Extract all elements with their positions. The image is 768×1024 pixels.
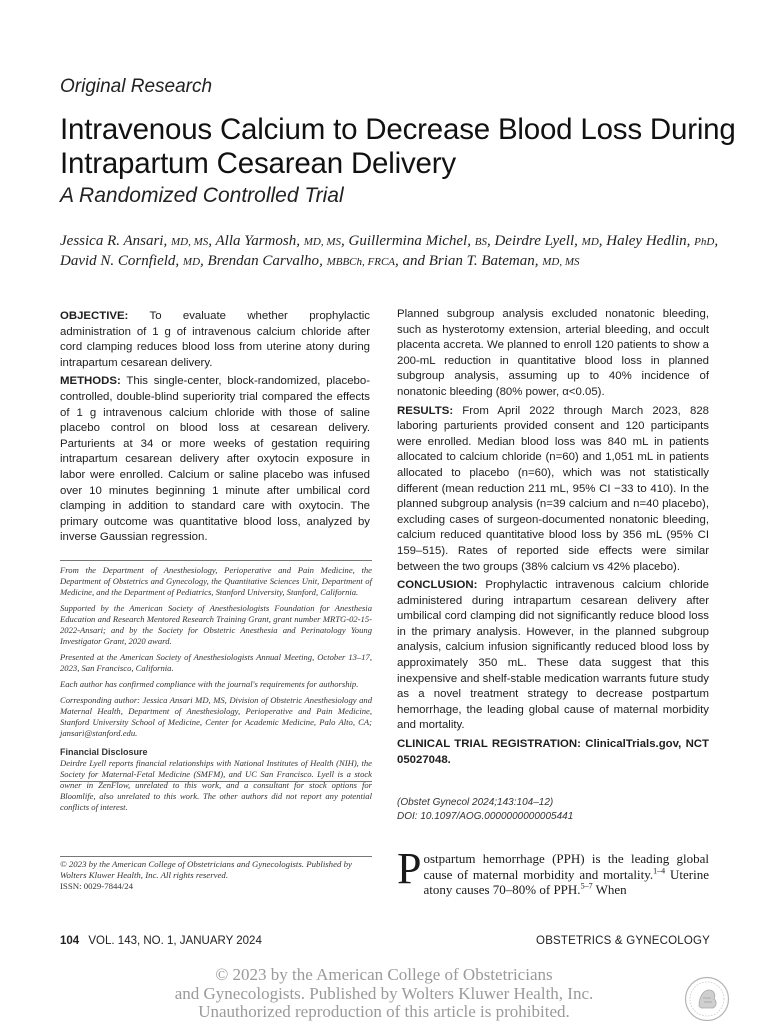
disclosure-divider-top xyxy=(60,781,372,782)
financial-disclosure-text: Deirdre Lyell reports financial relationships with National Institutes of Health (NIH), the Society for Maternal-Fetal Medicine (SMFM), and UC San Francisco. Lyell is a stock owner in ZenFlow, unrelated to this work, and a consultant for stock options for Bloomlife, also unrelated to this work. The other authors did not report any potential conflicts of interest. xyxy=(60,758,372,812)
author-degrees: BS xyxy=(474,236,487,248)
body-paragraph xyxy=(397,844,709,898)
article-type-label: Original Research xyxy=(60,76,213,97)
issue-info: VOL. 143, NO. 1, JANUARY 2024 xyxy=(88,935,262,947)
methods-continued: Planned subgroup analysis excluded nonatonic bleeding, such as hysterotomy extension, arterial bleeding, and occult placenta accreta. We planned to enroll 120 patients to show a 200-mL reduction in quantitative blood loss in planned subgroup analysis, assuming up to 40% incidence of nonatonic bleeding (80% power, α<0.05). xyxy=(397,308,709,398)
abstract-registration xyxy=(397,737,709,768)
journal-name: OBSTETRICS & GYNECOLOGY xyxy=(536,935,710,947)
body-text-2: Uterine atony causes 70–80% of PPH. xyxy=(423,866,709,897)
footnote-presented: Presented at the American Society of Anesthesiologists Annual Meeting, October 13–17, 2023, San Francisco, California. xyxy=(60,652,372,673)
body-text-1: ostpartum hemorrhage (PPH) is the leading global cause of maternal morbidity and mortality. xyxy=(423,851,709,882)
objective-text: To evaluate whether prophylactic administration of 1 g of intravenous calcium chloride after cord clamping reduces blood loss from uterine atony during intrapartum cesarean delivery. xyxy=(60,310,370,369)
notice-line-2: and Gynecologists. Published by Wolters Kluwer Health, Inc. xyxy=(174,983,594,1003)
citation-block xyxy=(397,796,573,824)
author-name: Deirdre Lyell xyxy=(494,233,575,249)
abstract-objective xyxy=(60,309,370,371)
reference-superscript-2[interactable]: 5–7 xyxy=(580,881,593,891)
methods-label: METHODS: xyxy=(60,375,121,388)
results-text: From April 2022 through March 2023, 828 laboring parturients provided consent and 120 participants were enrolled. Median blood loss was 840 mL in patients allocated to calcium chloride (n=60) and 1,051 mL in patients allocated to placebo (n=60), which was not statistically different (mean reduction 211 mL, 95% CI −33 to 410). In the planned subgroup analysis (n=39 calcium and n=40 placebo), excluding cases of surgeon-documented nonatonic bleeding, calcium reduced quantitative blood loss by 356 mL (95% CI 159–515). Rates of reported side effects were similar between the two groups (38% calcium vs 42% placebo). xyxy=(397,404,709,573)
notice-line-1: © 2023 by the American College of Obstetricians xyxy=(215,965,553,984)
notice-line-3: Unauthorized reproduction of this article is prohibited. xyxy=(198,1002,570,1021)
drop-cap: P xyxy=(397,844,422,893)
abstract-results xyxy=(397,404,709,576)
page-number: 104 xyxy=(60,935,80,947)
footnote-compliance: Each author has confirmed compliance with the journal's requirements for authorship. xyxy=(60,679,359,689)
author-list: Jessica R. Ansari, MD, MS, Alla Yarmosh, MD, MS, Guillermina Michel, BS, Deirdre Lyell, MD, Haley Hedlin, PhD, David N. Cornfield, MD, Brendan Carvalho, MBBCh, FRCA, and Brian T. Bateman, MD, MS xyxy=(60,233,719,269)
journal-citation: (Obstet Gynecol 2024;143:104–12) xyxy=(397,797,554,808)
author-name: Brian T. Bateman xyxy=(428,252,535,269)
author-name: David N. Cornfield xyxy=(60,252,176,269)
acog-seal-icon xyxy=(684,976,730,1022)
author-name: Brendan Carvalho xyxy=(207,252,320,269)
author-name: Guillermina Michel xyxy=(348,233,468,249)
page-footer-left xyxy=(60,935,262,947)
author-degrees: MD, MS xyxy=(542,255,580,268)
author-name: Haley Hedlin xyxy=(606,233,687,249)
copyright-notice xyxy=(0,966,768,1022)
methods-text: This single-center, block-randomized, placebo-controlled, double-blind superiority trial compared the effects of 1 g intravenous calcium chloride with those of saline placebo control on blood loss at cesarean delivery. Parturients at 34 or more weeks of gestation requiring intrapartum cesarean delivery after oxytocin exposure in labor were enrolled. Calcium or saline placebo was infused over 10 minutes beginning 1 minute after umbilical cord clamping in addition to standard care with oxytocin. The primary outcome was quantitative blood loss, analyzed by inverse Gaussian regression. xyxy=(60,375,370,544)
disclosure-divider-bottom xyxy=(60,856,372,857)
abstract-column-right xyxy=(397,307,709,771)
reference-superscript-1[interactable]: 1–4 xyxy=(653,866,666,876)
author-degrees: MD, MS xyxy=(303,236,341,248)
author-name: Jessica R. Ansari xyxy=(60,233,164,249)
doi-link[interactable]: DOI: 10.1097/AOG.0000000000005441 xyxy=(397,811,574,822)
author-degrees: PhD xyxy=(694,236,715,248)
footnote-affiliation: From the Department of Anesthesiology, Perioperative and Pain Medicine, the Department of Obstetrics and Gynecology, the Quantitative Sciences Unit, Department of Medicine, and the Department of Pediatrics, Stanford University, Stanford, California. xyxy=(60,565,372,597)
abstract-conclusion xyxy=(397,578,709,734)
author-degrees: MD xyxy=(182,255,201,268)
footnote-support: Supported by the American Society of Anesthesiologists Foundation for Anesthesia Education and Research Mentored Research Training Grant, grant number MRTG-02-15-2022-Ansari; and by the Society for Obstetric Anesthesia and Perinatology Young Investigator Grant, 2020 award. xyxy=(60,603,372,646)
conclusion-text: Prophylactic intravenous calcium chloride administered during intrapartum cesarean delivery after umbilical cord clamping did not significantly reduce blood loss in the primary analysis. However, in the planned subgroup analysis, calcium infusion significantly reduced blood loss by approximately 350 mL. These data suggest that this inexpensive and shelf-stable medication warrants future study as a novel treatment strategy to decrease postpartum hemorrhage, the leading global cause of maternal morbidity and mortality. xyxy=(397,579,709,732)
registration-text: ClinicalTrials.gov, NCT 05027048. xyxy=(397,738,709,766)
author-degrees: MD, MS xyxy=(170,236,209,248)
footnote-corresponding: Corresponding author: Jessica Ansari MD, MS, Division of Obstetric Anesthesiology and Maternal Health, Department of Anesthesiology, Perioperative and Pain Medicine, Stanford University School of Medicine, Center for Academic Medicine, Palo Alto, CA; jansari@stanford.edu. xyxy=(60,695,372,738)
results-label: RESULTS: xyxy=(397,404,454,417)
abstract-methods xyxy=(60,374,370,546)
objective-label: OBJECTIVE: xyxy=(60,310,129,322)
author-name: Alla Yarmosh xyxy=(215,233,297,249)
body-text-3: When xyxy=(592,882,627,897)
author-degrees: MD xyxy=(581,236,599,248)
issn-text: ISSN: 0029-7844/24 xyxy=(60,881,134,891)
copyright-block xyxy=(60,859,372,892)
article-subtitle: A Randomized Controlled Trial xyxy=(60,184,344,207)
author-degrees: MBBCh, FRCA xyxy=(326,255,395,268)
registration-label: CLINICAL TRIAL REGISTRATION: xyxy=(397,738,581,751)
conclusion-label: CONCLUSION: xyxy=(397,579,478,592)
article-title: Intravenous Calcium to Decrease Blood Loss During Intrapartum Cesarean Delivery xyxy=(60,113,736,180)
copyright-text: © 2023 by the American College of Obstetricians and Gynecologists. Published by Wolters Kluwer Health, Inc. All rights reserved. xyxy=(60,859,352,880)
footnote-divider xyxy=(60,560,372,561)
financial-disclosure-heading: Financial Disclosure xyxy=(60,747,148,757)
abstract-column-left xyxy=(60,309,370,549)
